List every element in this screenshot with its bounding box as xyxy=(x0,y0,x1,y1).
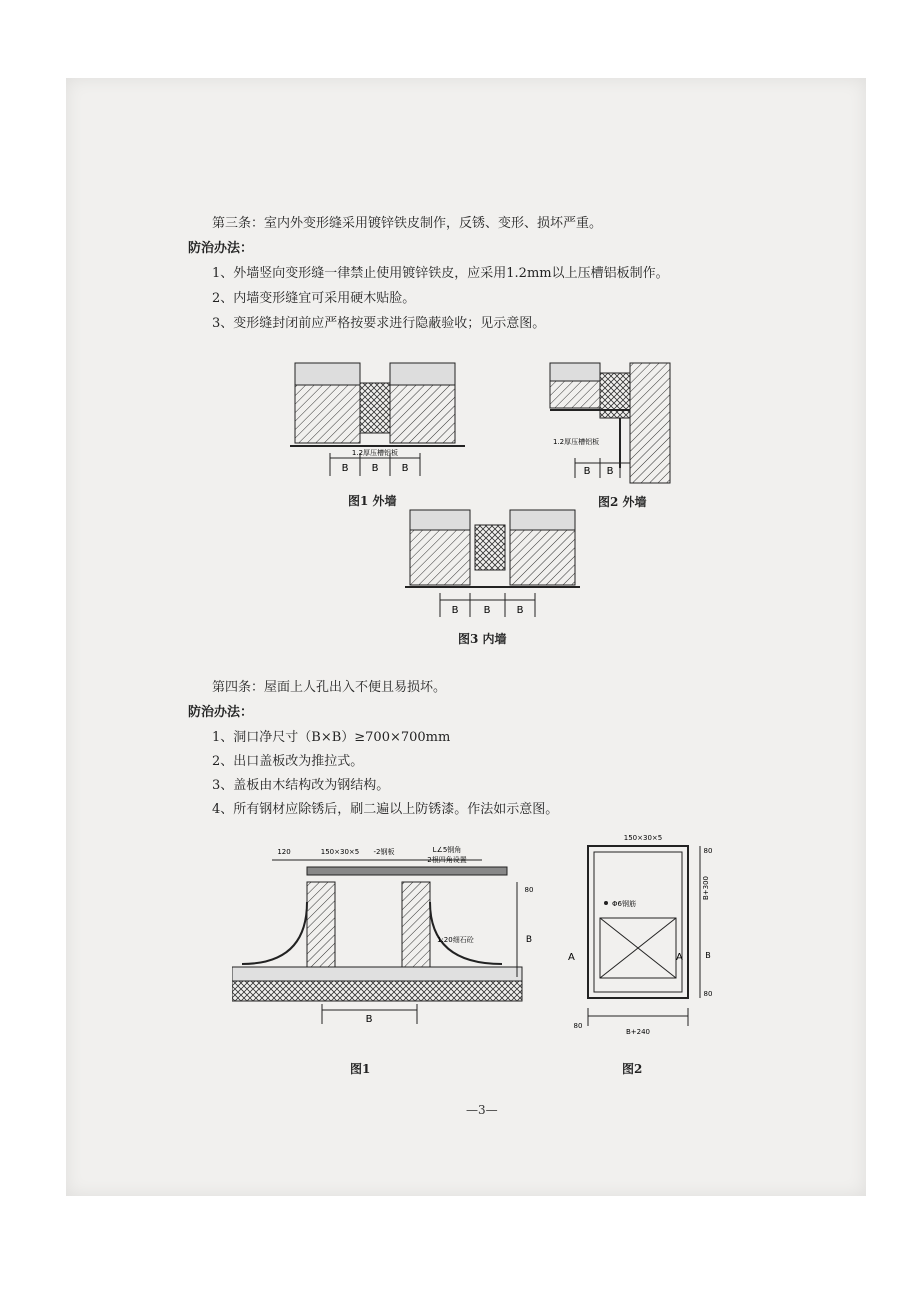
s4fig2-caption: 图2 xyxy=(622,1062,643,1076)
figure-roof-hatch-section xyxy=(232,842,542,1027)
section4-item-4: 4、所有钢材应除锈后，刷二遍以上防锈漆。作法如示意图。 xyxy=(212,802,559,817)
section4-item-2: 2、出口盖板改为推拉式。 xyxy=(212,754,364,769)
fig1-note: 1.2厚压槽铝板 xyxy=(351,449,399,457)
s4fig1-label-80: 80 xyxy=(524,886,534,894)
s4fig1-label-corners: 2根四角设置 xyxy=(427,856,467,864)
s4fig2-label-rebar: Φ6钢筋 xyxy=(612,900,636,908)
s4fig1-label-120: 120 xyxy=(277,848,291,856)
section4-item-3: 3、盖板由木结构改为钢结构。 xyxy=(212,778,390,793)
section3-title: 第三条：室内外变形缝采用镀锌铁皮制作，反锈、变形、损坏严重。 xyxy=(212,216,603,231)
page-number: —3— xyxy=(466,1103,498,1117)
section3-item-3: 3、变形缝封闭前应严格按要求进行隐蔽验收；见示意图。 xyxy=(212,316,546,331)
s4fig1-label-steel: 150×30×5 xyxy=(320,848,360,856)
fig3-dim-1: B xyxy=(451,605,459,616)
fig1-caption: 图1 外墙 xyxy=(348,494,397,508)
fig1-dim-1: B xyxy=(341,463,349,474)
s4fig1-caption: 图1 xyxy=(350,1062,371,1076)
section4-item-1: 1、洞口净尺寸（B×B）≥700×700mm xyxy=(212,730,451,745)
fig3-dim-2: B xyxy=(483,605,491,616)
section3-methods-heading: 防治办法： xyxy=(188,241,254,256)
s4fig1-label-angle: L∠5钢角 xyxy=(432,846,462,854)
section4-title: 第四条：屋面上人孔出入不便且易损坏。 xyxy=(212,680,447,695)
s4fig2-label-80-left: 80 xyxy=(573,1022,583,1030)
section3-item-1: 1、外墙竖向变形缝一律禁止使用镀锌铁皮，应采用1.2mm以上压槽铝板制作。 xyxy=(212,266,669,281)
s4fig2-label-80-top: 80 xyxy=(703,847,713,855)
fig1-dim-3: B xyxy=(401,463,409,474)
s4fig1-label-concrete: 1:20细石砼 xyxy=(437,936,474,944)
s4fig2-label-80-bottom: 80 xyxy=(703,990,713,998)
fig3-caption: 图3 内墙 xyxy=(458,632,507,646)
fig2-caption: 图2 外墙 xyxy=(598,495,647,509)
s4fig1-label-b-vertical: B xyxy=(525,935,533,945)
s4fig2-label-b-vertical: B xyxy=(705,951,711,960)
s4fig2-label-steel: 150×30×5 xyxy=(623,834,663,842)
s4fig2-label-a-left: A xyxy=(568,952,575,963)
figure-expansion-joint-outer-wall-2 xyxy=(545,358,675,488)
s4fig2-label-b240: B+240 xyxy=(625,1028,651,1036)
fig2-dim-1: B xyxy=(583,466,591,477)
figure-expansion-joint-inner-wall xyxy=(405,505,585,623)
fig3-dim-3: B xyxy=(516,605,524,616)
s4fig1-label-b: B xyxy=(365,1014,373,1025)
fig1-dim-2: B xyxy=(371,463,379,474)
figure-expansion-joint-outer-wall-1 xyxy=(290,358,470,483)
s4fig2-label-a-right: A xyxy=(676,952,683,963)
fig2-dim-2: B xyxy=(606,466,614,477)
s4fig2-label-b300: B+300 xyxy=(702,875,710,901)
fig2-note: 1.2厚压槽铝板 xyxy=(553,438,600,446)
section3-item-2: 2、内墙变形缝宜可采用硬木贴脸。 xyxy=(212,291,416,306)
s4fig1-label-plate: -2钢板 xyxy=(373,848,395,856)
figure-roof-hatch-plan xyxy=(558,828,718,1043)
section4-methods-heading: 防治办法： xyxy=(188,705,254,720)
